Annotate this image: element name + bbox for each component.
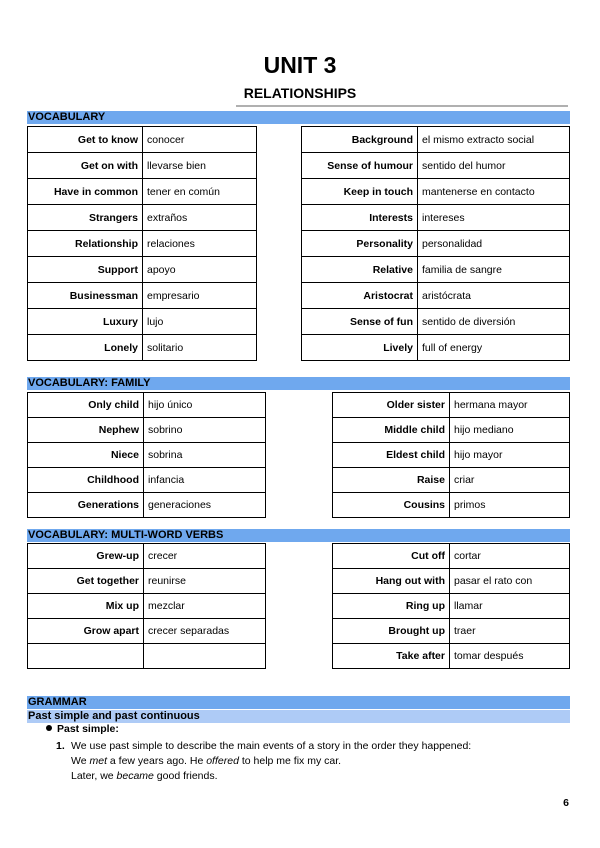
spanish-translation: llevarse bien <box>143 153 257 179</box>
grammar-item-number: 1. <box>56 740 65 752</box>
spanish-translation: relaciones <box>143 231 257 257</box>
spanish-translation: apoyo <box>143 257 257 283</box>
spanish-translation: hijo mediano <box>450 418 570 443</box>
vocab-row <box>333 493 570 518</box>
vocab-row <box>28 179 257 205</box>
section-family: VOCABULARY: FAMILY <box>27 377 570 390</box>
spanish-translation: conocer <box>143 127 257 153</box>
multiword-table-right <box>332 543 570 669</box>
spanish-translation: reunirse <box>144 569 266 594</box>
spanish-translation: personalidad <box>418 231 570 257</box>
english-term: Get on with <box>28 153 143 179</box>
title-divider <box>236 105 568 107</box>
spanish-translation: familia de sangre <box>418 257 570 283</box>
english-term: Grew-up <box>28 544 144 569</box>
english-term: Raise <box>333 468 450 493</box>
vocab-row <box>302 205 570 231</box>
unit-subtitle: RELATIONSHIPS <box>243 85 357 101</box>
english-term: Eldest child <box>333 443 450 468</box>
vocab-row <box>28 619 266 644</box>
example-text: good friends. <box>153 770 218 782</box>
english-term: Have in common <box>28 179 143 205</box>
vocab-row <box>302 127 570 153</box>
spanish-translation: tomar después <box>450 644 570 669</box>
vocab-row <box>333 644 570 669</box>
english-term: Hang out with <box>333 569 450 594</box>
vocab-row <box>333 594 570 619</box>
multiword-table-left <box>27 543 266 669</box>
english-term: Childhood <box>28 468 144 493</box>
vocab-row <box>333 569 570 594</box>
vocab-row <box>28 205 257 231</box>
english-term <box>28 644 144 669</box>
vocab-row <box>28 443 266 468</box>
english-term: Mix up <box>28 594 144 619</box>
example-text: Later, we <box>71 770 117 782</box>
spanish-translation: hermana mayor <box>450 393 570 418</box>
english-term: Cousins <box>333 493 450 518</box>
english-term: Lonely <box>28 335 143 361</box>
vocab-table-left <box>27 126 257 361</box>
english-term: Sense of humour <box>302 153 418 179</box>
spanish-translation: mezclar <box>144 594 266 619</box>
spanish-translation: infancia <box>144 468 266 493</box>
spanish-translation: generaciones <box>144 493 266 518</box>
english-term: Brought up <box>333 619 450 644</box>
vocab-row <box>302 179 570 205</box>
example-text: to help me fix my car. <box>238 755 342 767</box>
spanish-translation: traer <box>450 619 570 644</box>
section-multiword: VOCABULARY: MULTI-WORD VERBS <box>27 529 570 542</box>
vocab-row <box>302 335 570 361</box>
spanish-translation: llamar <box>450 594 570 619</box>
english-term: Background <box>302 127 418 153</box>
spanish-translation: empresario <box>143 283 257 309</box>
vocab-row <box>28 309 257 335</box>
unit-title: UNIT 3 <box>263 52 337 78</box>
english-term: Sense of fun <box>302 309 418 335</box>
spanish-translation: crecer <box>144 544 266 569</box>
vocab-row <box>333 443 570 468</box>
vocab-row <box>302 309 570 335</box>
vocab-row <box>302 153 570 179</box>
spanish-translation <box>144 644 266 669</box>
english-term: Get together <box>28 569 144 594</box>
vocab-row <box>302 283 570 309</box>
english-term: Lively <box>302 335 418 361</box>
example-verb: offered <box>206 755 239 767</box>
vocab-row <box>28 544 266 569</box>
english-term: Personality <box>302 231 418 257</box>
english-term: Ring up <box>333 594 450 619</box>
vocab-row <box>28 335 257 361</box>
spanish-translation: hijo único <box>144 393 266 418</box>
vocab-row <box>28 468 266 493</box>
english-term: Only child <box>28 393 144 418</box>
english-term: Keep in touch <box>302 179 418 205</box>
vocab-row <box>28 283 257 309</box>
vocab-row <box>333 544 570 569</box>
english-term: Middle child <box>333 418 450 443</box>
spanish-translation: sentido de diversión <box>418 309 570 335</box>
english-term: Generations <box>28 493 144 518</box>
family-table-right <box>332 392 570 518</box>
vocab-row <box>28 153 257 179</box>
grammar-bullet-label: Past simple: <box>57 723 119 735</box>
english-term: Take after <box>333 644 450 669</box>
spanish-translation: extraños <box>143 205 257 231</box>
section-vocabulary: VOCABULARY <box>27 111 570 124</box>
vocab-row <box>333 418 570 443</box>
vocab-row <box>28 257 257 283</box>
vocab-row <box>28 231 257 257</box>
vocab-row <box>28 594 266 619</box>
spanish-translation: intereses <box>418 205 570 231</box>
vocab-row <box>28 644 266 669</box>
example-text: a few years ago. He <box>107 755 207 767</box>
english-term: Support <box>28 257 143 283</box>
spanish-translation: cortar <box>450 544 570 569</box>
english-term: Nephew <box>28 418 144 443</box>
english-term: Niece <box>28 443 144 468</box>
spanish-translation: criar <box>450 468 570 493</box>
family-table-left <box>27 392 266 518</box>
vocab-row <box>302 231 570 257</box>
spanish-translation: sentido del humor <box>418 153 570 179</box>
spanish-translation: pasar el rato con <box>450 569 570 594</box>
vocab-row <box>302 257 570 283</box>
spanish-translation: lujo <box>143 309 257 335</box>
spanish-translation: mantenerse en contacto <box>418 179 570 205</box>
spanish-translation: solitario <box>143 335 257 361</box>
bullet-dot <box>46 725 52 731</box>
page-number: 6 <box>563 797 569 809</box>
english-term: Strangers <box>28 205 143 231</box>
english-term: Interests <box>302 205 418 231</box>
vocab-row <box>333 393 570 418</box>
vocab-row <box>28 127 257 153</box>
section-grammar: GRAMMAR <box>27 696 570 709</box>
vocab-row <box>28 493 266 518</box>
example-verb: met <box>89 755 107 767</box>
spanish-translation: primos <box>450 493 570 518</box>
english-term: Relationship <box>28 231 143 257</box>
vocab-row <box>28 569 266 594</box>
english-term: Get to know <box>28 127 143 153</box>
example-verb: became <box>116 770 154 782</box>
grammar-example-2 <box>71 770 218 782</box>
spanish-translation: sobrina <box>144 443 266 468</box>
vocab-table-right <box>301 126 570 361</box>
spanish-translation: full of energy <box>418 335 570 361</box>
spanish-translation: crecer separadas <box>144 619 266 644</box>
spanish-translation: aristócrata <box>418 283 570 309</box>
english-term: Businessman <box>28 283 143 309</box>
english-term: Aristocrat <box>302 283 418 309</box>
english-term: Older sister <box>333 393 450 418</box>
spanish-translation: el mismo extracto social <box>418 127 570 153</box>
vocab-row <box>333 619 570 644</box>
grammar-example-1 <box>71 755 341 767</box>
spanish-translation: hijo mayor <box>450 443 570 468</box>
english-term: Luxury <box>28 309 143 335</box>
vocab-row <box>333 468 570 493</box>
vocab-row <box>28 393 266 418</box>
english-term: Grow apart <box>28 619 144 644</box>
english-term: Cut off <box>333 544 450 569</box>
spanish-translation: sobrino <box>144 418 266 443</box>
spanish-translation: tener en común <box>143 179 257 205</box>
example-text: We <box>71 755 90 767</box>
vocab-row <box>28 418 266 443</box>
grammar-subheading: Past simple and past continuous <box>27 710 570 723</box>
english-term: Relative <box>302 257 418 283</box>
grammar-item-text: We use past simple to describe the main events of a story in the order they happened: <box>71 740 472 752</box>
